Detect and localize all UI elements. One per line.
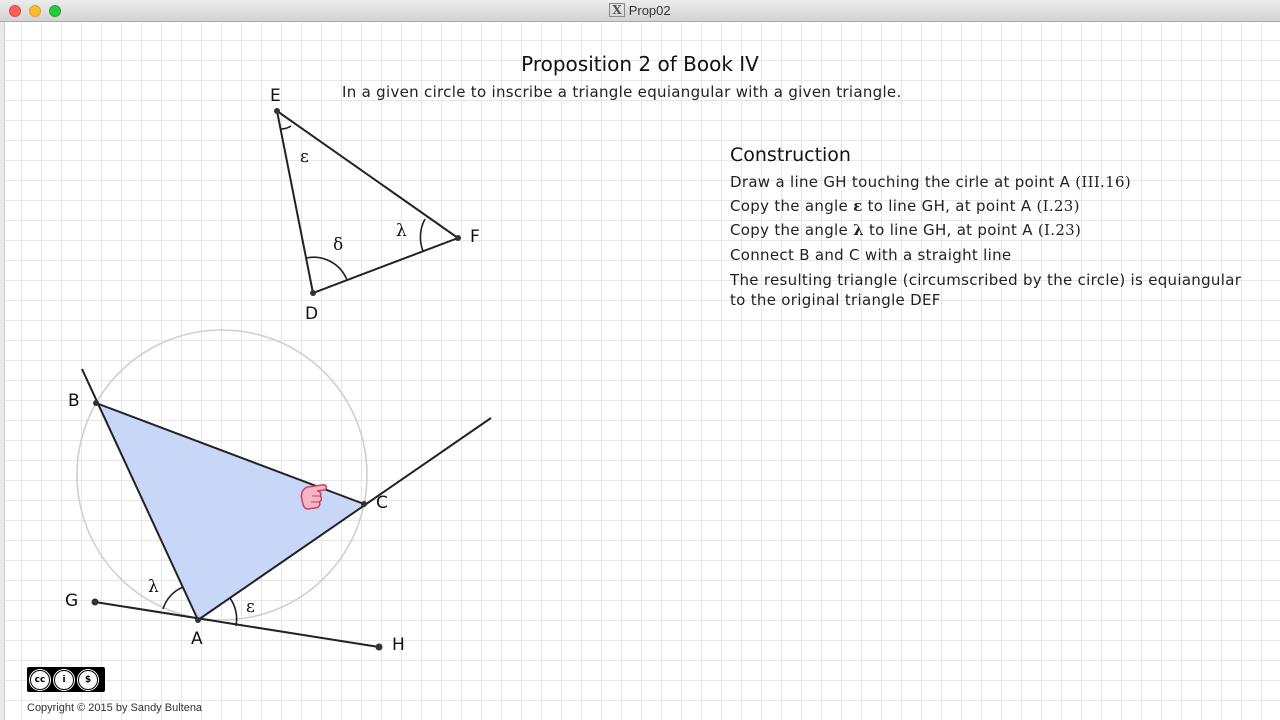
inscribed-triangle-fill [96,403,364,620]
angle-label-epsilon: ε [300,147,309,167]
copyright-text: Copyright © 2015 by Sandy Bultena [27,702,203,714]
label-c: C [376,493,388,513]
cc-license-badge[interactable] [27,667,105,692]
proposition-title: Proposition 2 of Book IV [521,52,759,76]
triangle-def [277,111,458,293]
angle-arc-epsilon [230,598,237,626]
cc-icon: cc [30,670,50,690]
by-icon: i [54,670,74,690]
angle-arc-d [306,257,347,280]
point-b[interactable] [93,400,99,406]
angle-label-lambda: λ [396,221,407,241]
label-h: H [392,635,405,655]
window-title: Prop02 [628,3,671,18]
construction-step-4: Connect B and C with a straight line [730,246,1012,264]
construction-step-3: Copy the angle λ to line GH, at point A (I.23) [730,221,1082,239]
angle-arc-e [280,126,291,129]
angle-label-delta: δ [333,235,344,255]
construction-step-5: The resulting triangle (circumscribed by the circle) is equiangular [730,271,1242,289]
point-c[interactable] [361,501,367,507]
point-f[interactable] [455,235,461,241]
construction-heading: Construction [730,144,851,166]
angle-label-epsilon-a: ε [246,597,255,617]
label-b: B [68,391,80,411]
proposition-description: In a given circle to inscribe a triangle equiangular with a given triangle. [342,83,902,101]
angle-arc-f [420,219,425,251]
construction-step-2: Copy the angle ε to line GH, at point A (I.23) [730,197,1080,215]
point-d[interactable] [310,290,316,296]
point-e[interactable] [274,108,280,114]
label-f: F [470,227,480,247]
construction-figure [65,330,491,655]
x11-icon: X [609,3,624,17]
label-a: A [191,629,203,649]
angle-arc-lambda [163,587,183,609]
label-g: G [65,591,79,611]
nc-icon: $ [78,670,98,690]
given-triangle [270,86,480,324]
label-e: E [270,86,281,106]
point-g[interactable] [92,599,99,606]
construction-step-6: to the original triangle DEF [730,291,941,309]
point-a[interactable] [195,617,201,623]
construction-step-1: Draw a line GH touching the cirle at point A (III.16) [730,173,1131,191]
angle-label-lambda-a: λ [148,577,159,597]
point-h[interactable] [376,644,383,651]
label-d: D [305,304,319,324]
